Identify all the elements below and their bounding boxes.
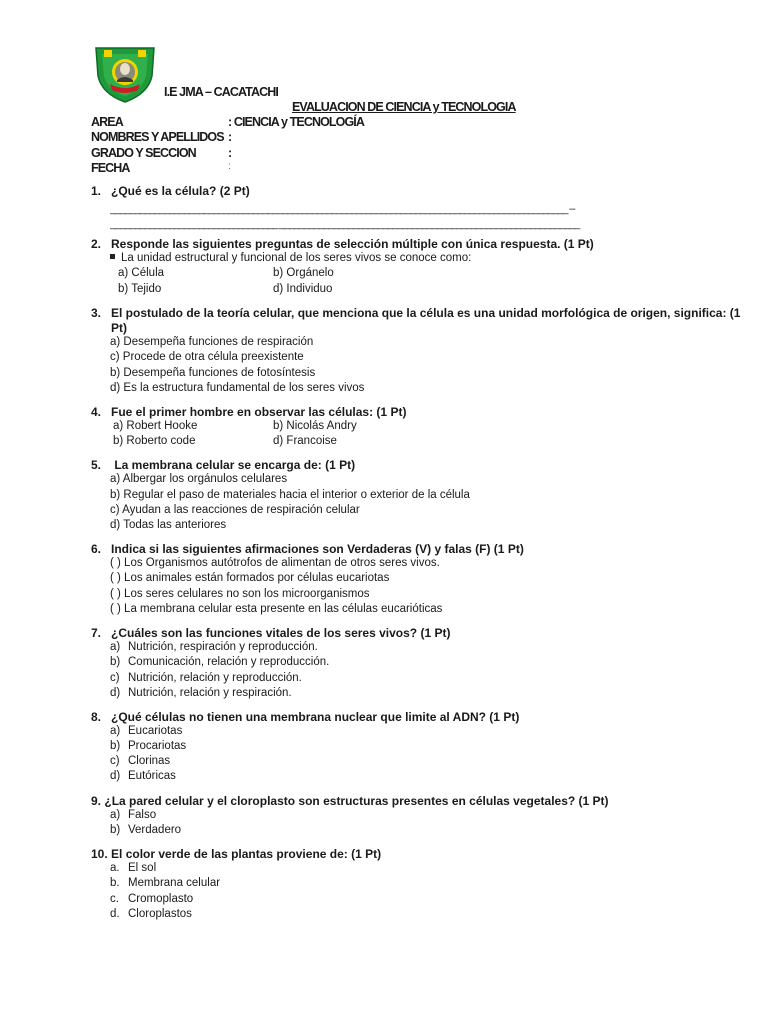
field-name-label: NOMBRES Y APELLIDOS — [91, 130, 224, 144]
question-5: 5. La membrana celular se encarga de: (1 Pt) — [91, 458, 356, 472]
q2-option-d[interactable]: d) Individuo — [273, 283, 333, 295]
q3-option-2[interactable]: c) Procede de otra célula preexistente — [110, 351, 304, 363]
q4-option-b[interactable]: b) Nicolás Andry — [273, 420, 357, 432]
question-4: 4. Fue el primer hombre en observar las células: (1 Pt) — [91, 405, 407, 419]
field-date-label: FECHA — [91, 161, 130, 175]
q2-option-b[interactable]: b) Orgánelo — [273, 267, 334, 279]
question-2: 2. Responde las siguientes preguntas de selección múltiple con única respuesta. (1 Pt) — [91, 237, 594, 251]
q9-option-a[interactable]: a) Falso — [110, 809, 157, 821]
question-1: 1. ¿Qué es la célula? (2 Pt) — [91, 184, 250, 198]
q8-option-c[interactable]: c) Clorinas — [110, 755, 171, 767]
q5-option-c[interactable]: c) Ayudan a las reacciones de respiración celular — [110, 504, 360, 516]
school-name: I.E JMA – CACATACHI — [164, 85, 278, 99]
q5-option-b[interactable]: b) Regular el paso de materiales hacia el interior o exterior de la célula — [110, 489, 470, 501]
q8-option-b[interactable]: b) Procariotas — [110, 740, 187, 752]
question-9: 9. ¿La pared celular y el cloroplasto son estructuras presentes en células vegetales? (1 Pt) — [91, 794, 609, 808]
q7-option-a[interactable]: a) Nutrición, respiración y reproducción. — [110, 641, 318, 653]
field-date-value[interactable]: : — [228, 161, 231, 172]
field-grade-value[interactable]: : — [228, 146, 232, 160]
q6-statement-4[interactable]: ( ) La membrana celular esta presente en las células eucarióticas — [110, 603, 443, 615]
q4-option-d[interactable]: d) Francoise — [273, 435, 337, 447]
q8-option-a[interactable]: a) Eucariotas — [110, 725, 183, 737]
q5-option-a[interactable]: a) Albergar los orgánulos celulares — [110, 473, 288, 485]
question-8: 8. ¿Qué células no tienen una membrana nuclear que limite al ADN? (1 Pt) — [91, 710, 520, 724]
q9-option-b[interactable]: b) Verdadero — [110, 824, 182, 836]
bullet-icon — [110, 254, 115, 259]
field-area-label: AREA — [91, 115, 123, 129]
question-10: 10. El color verde de las plantas proviene de: (1 Pt) — [91, 847, 382, 861]
question-6: 6. Indica si las siguientes afirmaciones son Verdaderas (V) y falas (F) (1 Pt) — [91, 542, 524, 556]
q7-option-d[interactable]: d) Nutrición, relación y respiración. — [110, 687, 292, 699]
answer-line-2[interactable]: __________________________________ _____________________________________________________________ — [110, 218, 580, 230]
q6-statement-2[interactable]: ( ) Los animales están formados por células eucariotas — [110, 572, 390, 584]
q4-option-a[interactable]: a) Robert Hooke — [113, 420, 198, 432]
q5-option-d[interactable]: d) Todas las anteriores — [110, 519, 227, 531]
q6-statement-3[interactable]: ( ) Los seres celulares no son los microorganismos — [110, 588, 370, 600]
field-name-value[interactable]: : — [228, 130, 232, 144]
q3-option-4[interactable]: d) Es la estructura fundamental de los seres vivos — [110, 382, 365, 394]
school-crest-icon — [92, 42, 158, 104]
q10-option-d[interactable]: d. Cloroplastos — [110, 908, 192, 920]
exam-title: EVALUACION DE CIENCIA y TECNOLOGIA — [292, 100, 516, 114]
q10-option-b[interactable]: b. Membrana celular — [110, 877, 221, 889]
question-2-statement: La unidad estructural y funcional de los seres vivos se conoce como: — [110, 252, 471, 264]
q10-option-a[interactable]: a. El sol — [110, 862, 157, 874]
q3-option-3[interactable]: b) Desempeña funciones de fotosíntesis — [110, 367, 316, 379]
field-grade-label: GRADO Y SECCION — [91, 146, 196, 160]
q2-option-c[interactable]: b) Tejido — [118, 283, 162, 295]
q2-option-a[interactable]: a) Célula — [118, 267, 165, 279]
answer-line-1[interactable]: _____________________________________________________________________________________________ – — [110, 203, 575, 215]
q10-option-c[interactable]: c. Cromoplasto — [110, 893, 194, 905]
q7-option-c[interactable]: c) Nutrición, relación y reproducción. — [110, 672, 302, 684]
question-3-continued: Pt) — [111, 321, 127, 335]
q4-option-c[interactable]: b) Roberto code — [113, 435, 196, 447]
field-area-value: : CIENCIA y TECNOLOGÍA — [228, 115, 364, 129]
q6-statement-1[interactable]: ( ) Los Organismos autótrofos de alimentan de otros seres vivos. — [110, 557, 440, 569]
q3-option-1[interactable]: a) Desempeña funciones de respiración — [110, 336, 314, 348]
question-3: 3. El postulado de la teoría celular, que menciona que la célula es una unidad morfológica de origen, significa: (1 — [91, 306, 741, 320]
q7-option-b[interactable]: b) Comunicación, relación y reproducción. — [110, 656, 330, 668]
question-7: 7. ¿Cuáles son las funciones vitales de los seres vivos? (1 Pt) — [91, 626, 451, 640]
q8-option-d[interactable]: d) Eutóricas — [110, 770, 176, 782]
